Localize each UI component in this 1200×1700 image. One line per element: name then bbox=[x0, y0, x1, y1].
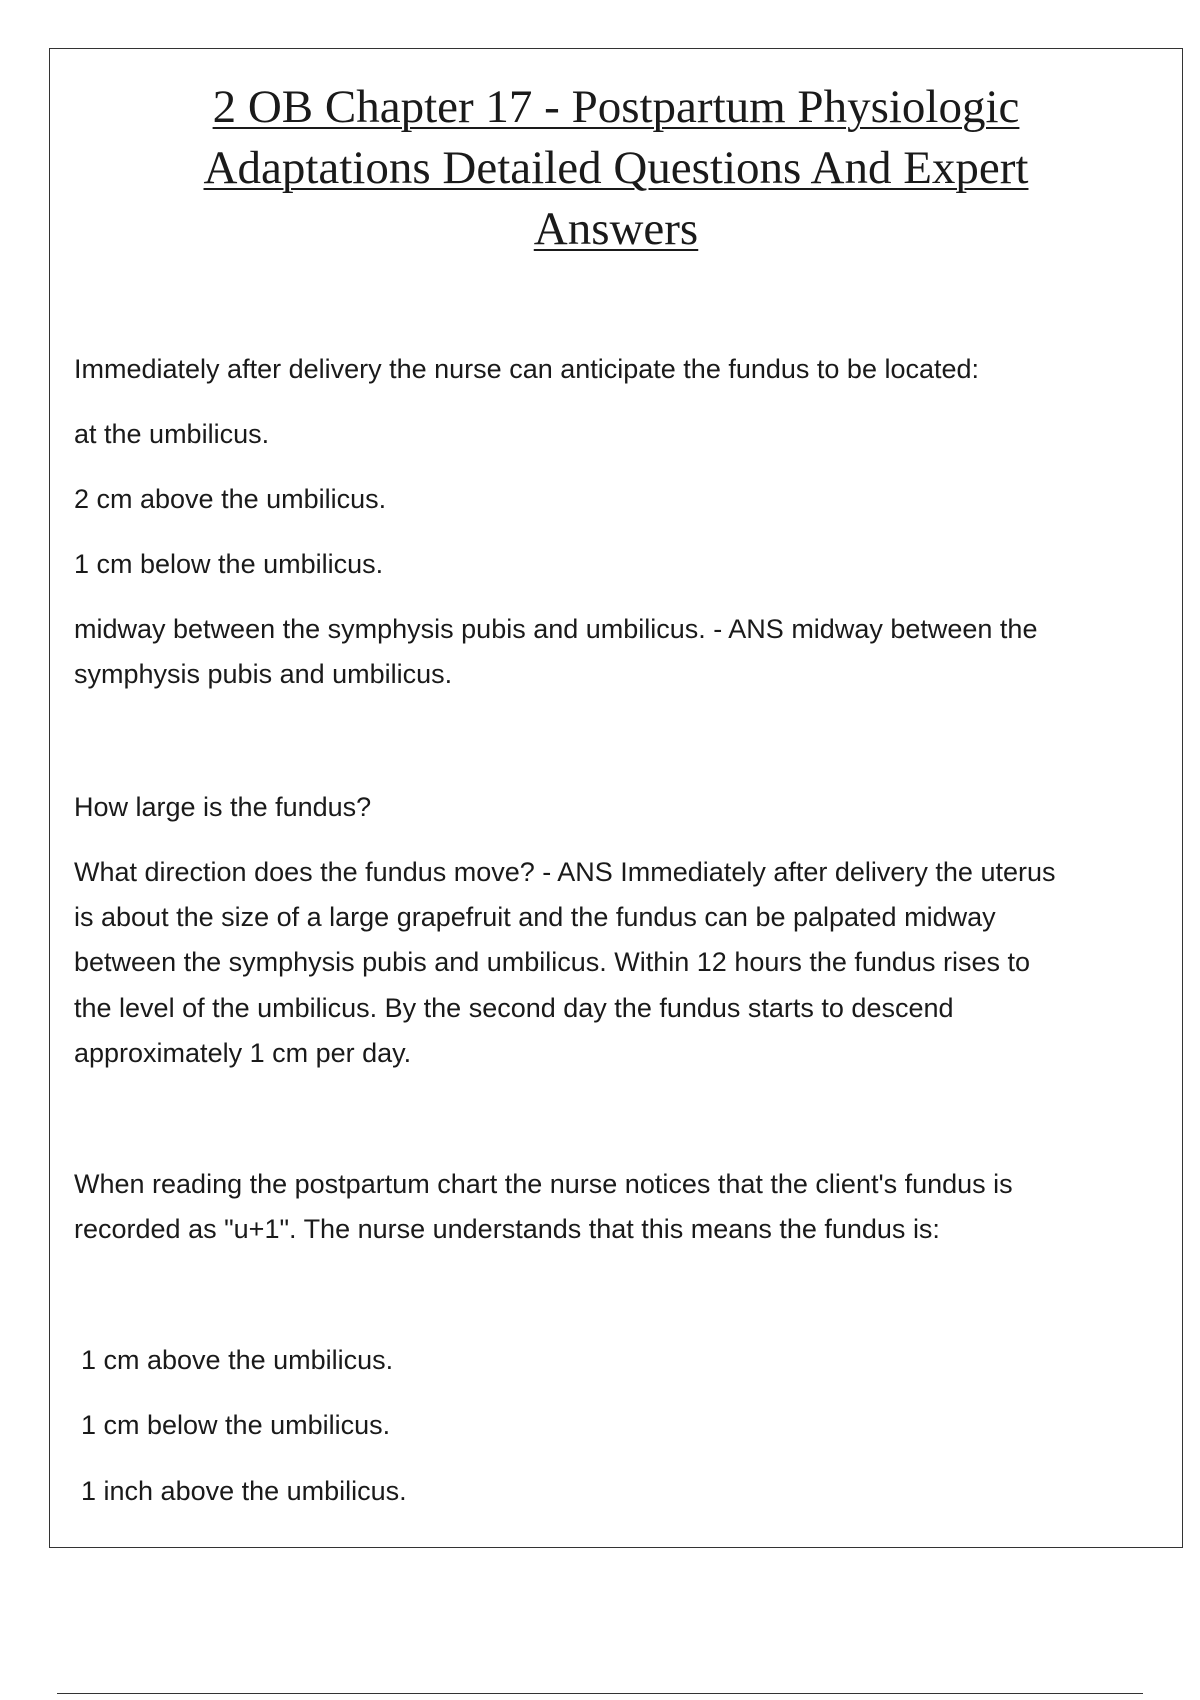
question-2-answer-line-3: between the symphysis pubis and umbilicus. Within 12 hours the fundus rises to bbox=[74, 947, 1030, 977]
question-2-text: How large is the fundus? bbox=[74, 792, 372, 822]
question-2-answer-line-1: What direction does the fundus move? - ANS Immediately after delivery the uterus bbox=[74, 857, 1056, 887]
question-1-text: Immediately after delivery the nurse can anticipate the fundus to be located: bbox=[74, 354, 980, 384]
question-2-answer-line-5: approximately 1 cm per day. bbox=[74, 1038, 412, 1068]
question-3-option-b: 1 cm below the umbilicus. bbox=[81, 1410, 391, 1440]
question-2-answer-line-2: is about the size of a large grapefruit and the fundus can be palpated midway bbox=[74, 902, 996, 932]
question-3-text-line-2: recorded as "u+1". The nurse understands that this means the fundus is: bbox=[74, 1214, 940, 1244]
question-1-option-b: 2 cm above the umbilicus. bbox=[74, 484, 387, 514]
question-3-text-line-1: When reading the postpartum chart the nurse notices that the client's fundus is bbox=[74, 1169, 1013, 1199]
question-1-answer-line-1: midway between the symphysis pubis and umbilicus. - ANS midway between the bbox=[74, 614, 1038, 644]
question-1-option-a: at the umbilicus. bbox=[74, 419, 270, 449]
footer-divider bbox=[57, 1693, 1143, 1694]
title-line-3: Answers bbox=[533, 203, 699, 255]
title-line-2: Adaptations Detailed Questions And Expert bbox=[203, 142, 1029, 194]
question-1-answer-line-2: symphysis pubis and umbilicus. bbox=[74, 659, 453, 689]
question-1-option-c: 1 cm below the umbilicus. bbox=[74, 549, 384, 579]
page-title bbox=[50, 77, 1182, 260]
question-2-answer-line-4: the level of the umbilicus. By the second day the fundus starts to descend bbox=[74, 993, 954, 1023]
page-frame bbox=[49, 48, 1183, 1548]
title-line-1: 2 OB Chapter 17 - Postpartum Physiologic bbox=[212, 81, 1020, 133]
question-3-option-a: 1 cm above the umbilicus. bbox=[81, 1345, 394, 1375]
question-3-option-c: 1 inch above the umbilicus. bbox=[81, 1476, 407, 1506]
